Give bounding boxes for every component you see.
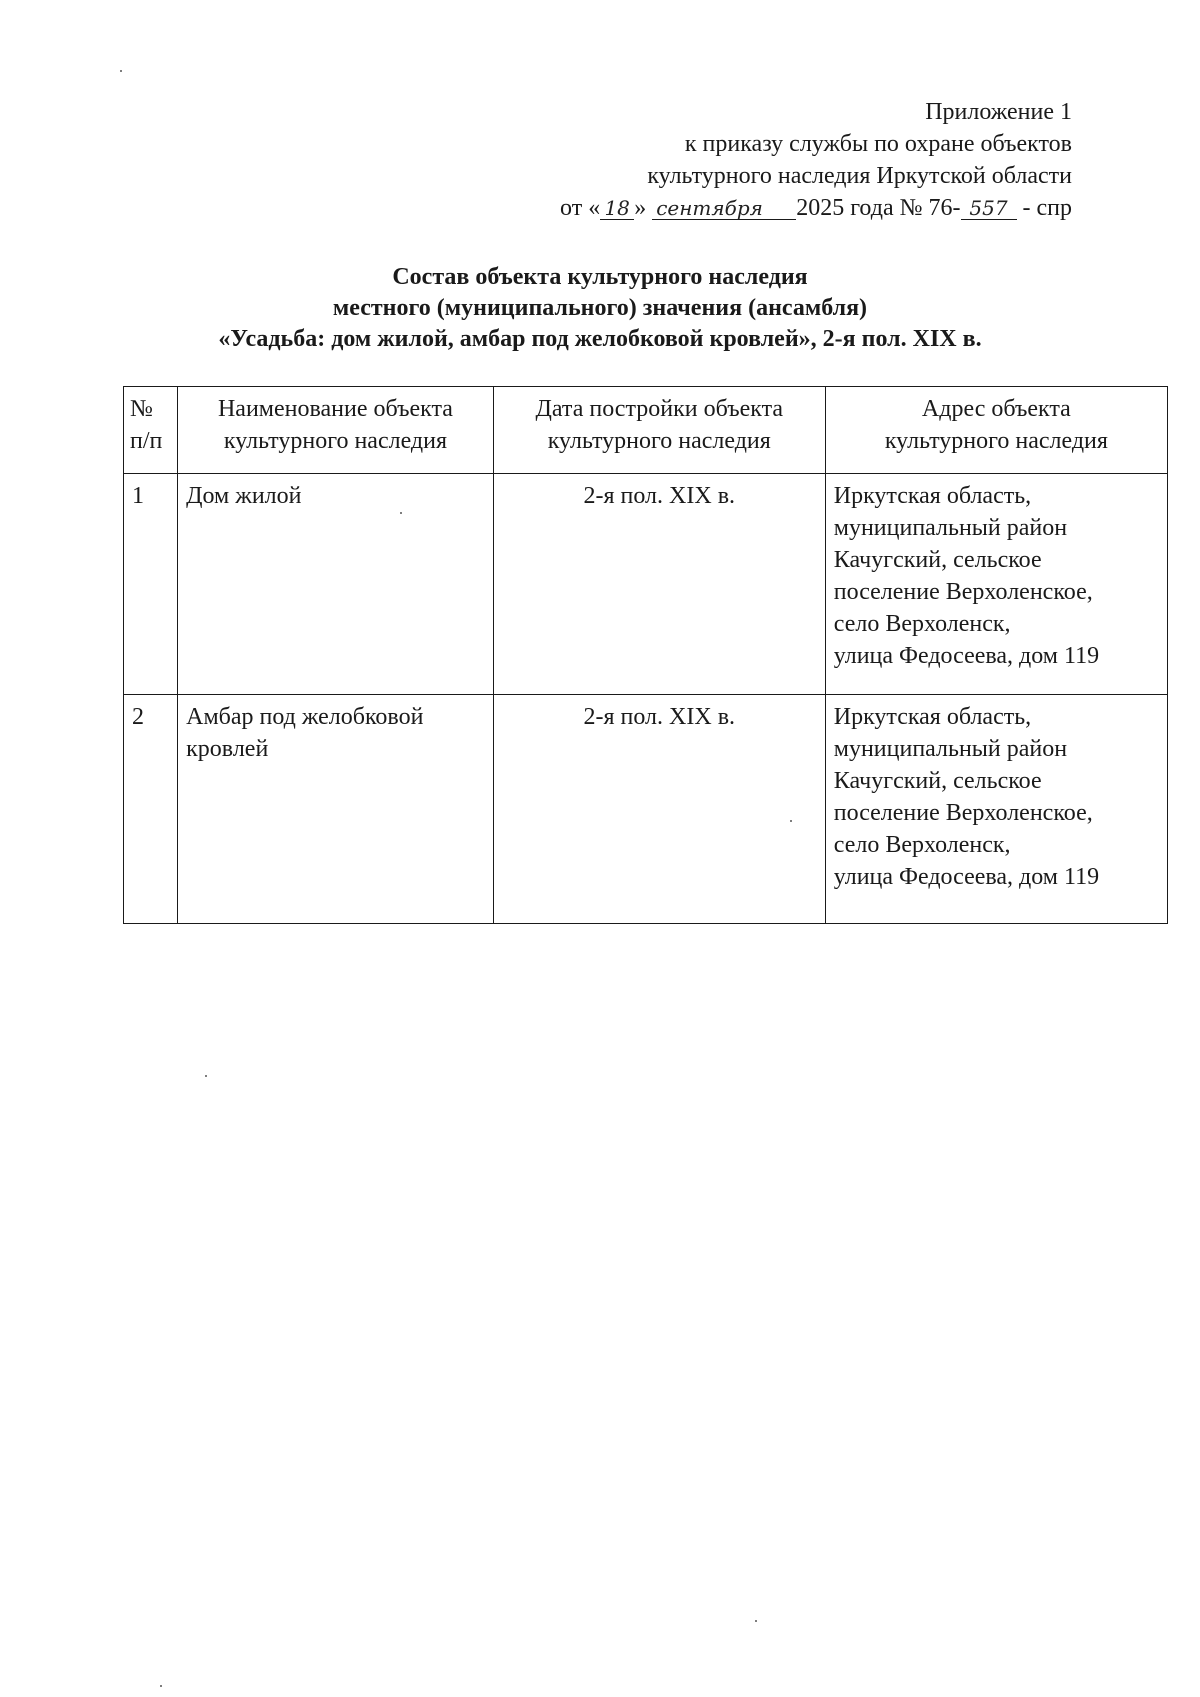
header-address — [825, 387, 1167, 474]
object-address — [825, 695, 1167, 924]
address-line-1: Иркутская область, — [833, 483, 1032, 509]
object-name — [178, 474, 494, 695]
table-row — [124, 695, 1168, 924]
appendix-line-1: Приложение 1 — [925, 99, 1072, 125]
order-suffix: - спр — [1016, 195, 1072, 221]
handwritten-order-number: 557 — [961, 197, 1017, 220]
heritage-objects-table — [123, 386, 1168, 924]
address-line-4: поселение Верхоленское, — [833, 579, 1093, 605]
scan-speck — [400, 512, 402, 514]
header-name — [178, 387, 494, 474]
handwritten-day: 18 — [600, 197, 634, 220]
construction-date: 2-я пол. XIX в. — [493, 474, 825, 695]
header-num-line-1: № — [130, 396, 153, 422]
address-line-6: улица Федосеева, дом 119 — [833, 864, 1100, 890]
address-line-3: Качугский, сельское — [833, 547, 1042, 573]
address-line-2: муниципальный район — [833, 736, 1068, 762]
object-name-line-2: кровлей — [186, 736, 269, 762]
document-title — [120, 262, 1080, 355]
date-prefix: от « — [560, 195, 601, 221]
scan-speck — [205, 1075, 207, 1077]
scan-speck — [790, 820, 792, 822]
construction-date: 2-я пол. XIX в. — [493, 695, 825, 924]
order-date-line — [560, 192, 1072, 224]
address-line-2: муниципальный район — [833, 515, 1068, 541]
scan-speck — [120, 70, 122, 72]
header-date-line-1: Дата постройки объекта — [535, 396, 784, 422]
scan-speck — [755, 1620, 757, 1622]
object-address — [825, 474, 1167, 695]
address-line-6: улица Федосеева, дом 119 — [833, 643, 1100, 669]
address-line-5: село Верхоленск, — [833, 832, 1011, 858]
header-num-line-2: п/п — [130, 428, 163, 454]
header-name-line-2: культурного наследия — [223, 428, 447, 454]
date-year-text: 2025 года № 76- — [796, 195, 961, 221]
header-address-line-1: Адрес объекта — [921, 396, 1071, 422]
header-address-line-2: культурного наследия — [884, 428, 1108, 454]
date-mid: » — [634, 195, 647, 221]
row-number: 2 — [124, 695, 178, 924]
address-line-3: Качугский, сельское — [833, 768, 1042, 794]
handwritten-month: сентября — [652, 197, 796, 220]
object-name-line-1: Дом жилой — [186, 483, 302, 509]
title-line-3: «Усадьба: дом жилой, амбар под желобковой кровлей», 2-я пол. XIX в. — [218, 326, 982, 352]
appendix-line-3: культурного наследия Иркутской области — [647, 163, 1072, 189]
header-date — [493, 387, 825, 474]
table-row — [124, 474, 1168, 695]
object-name-line-1: Амбар под желобковой — [186, 704, 424, 730]
row-number: 1 — [124, 474, 178, 695]
header-date-line-2: культурного наследия — [547, 428, 771, 454]
address-line-5: село Верхоленск, — [833, 611, 1011, 637]
header-num — [124, 387, 178, 474]
title-line-2: местного (муниципального) значения (ансамбля) — [332, 295, 868, 321]
address-line-4: поселение Верхоленское, — [833, 800, 1093, 826]
table-header-row — [124, 387, 1168, 474]
title-line-1: Состав объекта культурного наследия — [392, 264, 808, 290]
address-line-1: Иркутская область, — [833, 704, 1032, 730]
appendix-line-2: к приказу службы по охране объектов — [684, 131, 1072, 157]
appendix-header — [560, 96, 1072, 224]
object-name — [178, 695, 494, 924]
header-name-line-1: Наименование объекта — [217, 396, 453, 422]
scan-speck — [160, 1685, 162, 1687]
